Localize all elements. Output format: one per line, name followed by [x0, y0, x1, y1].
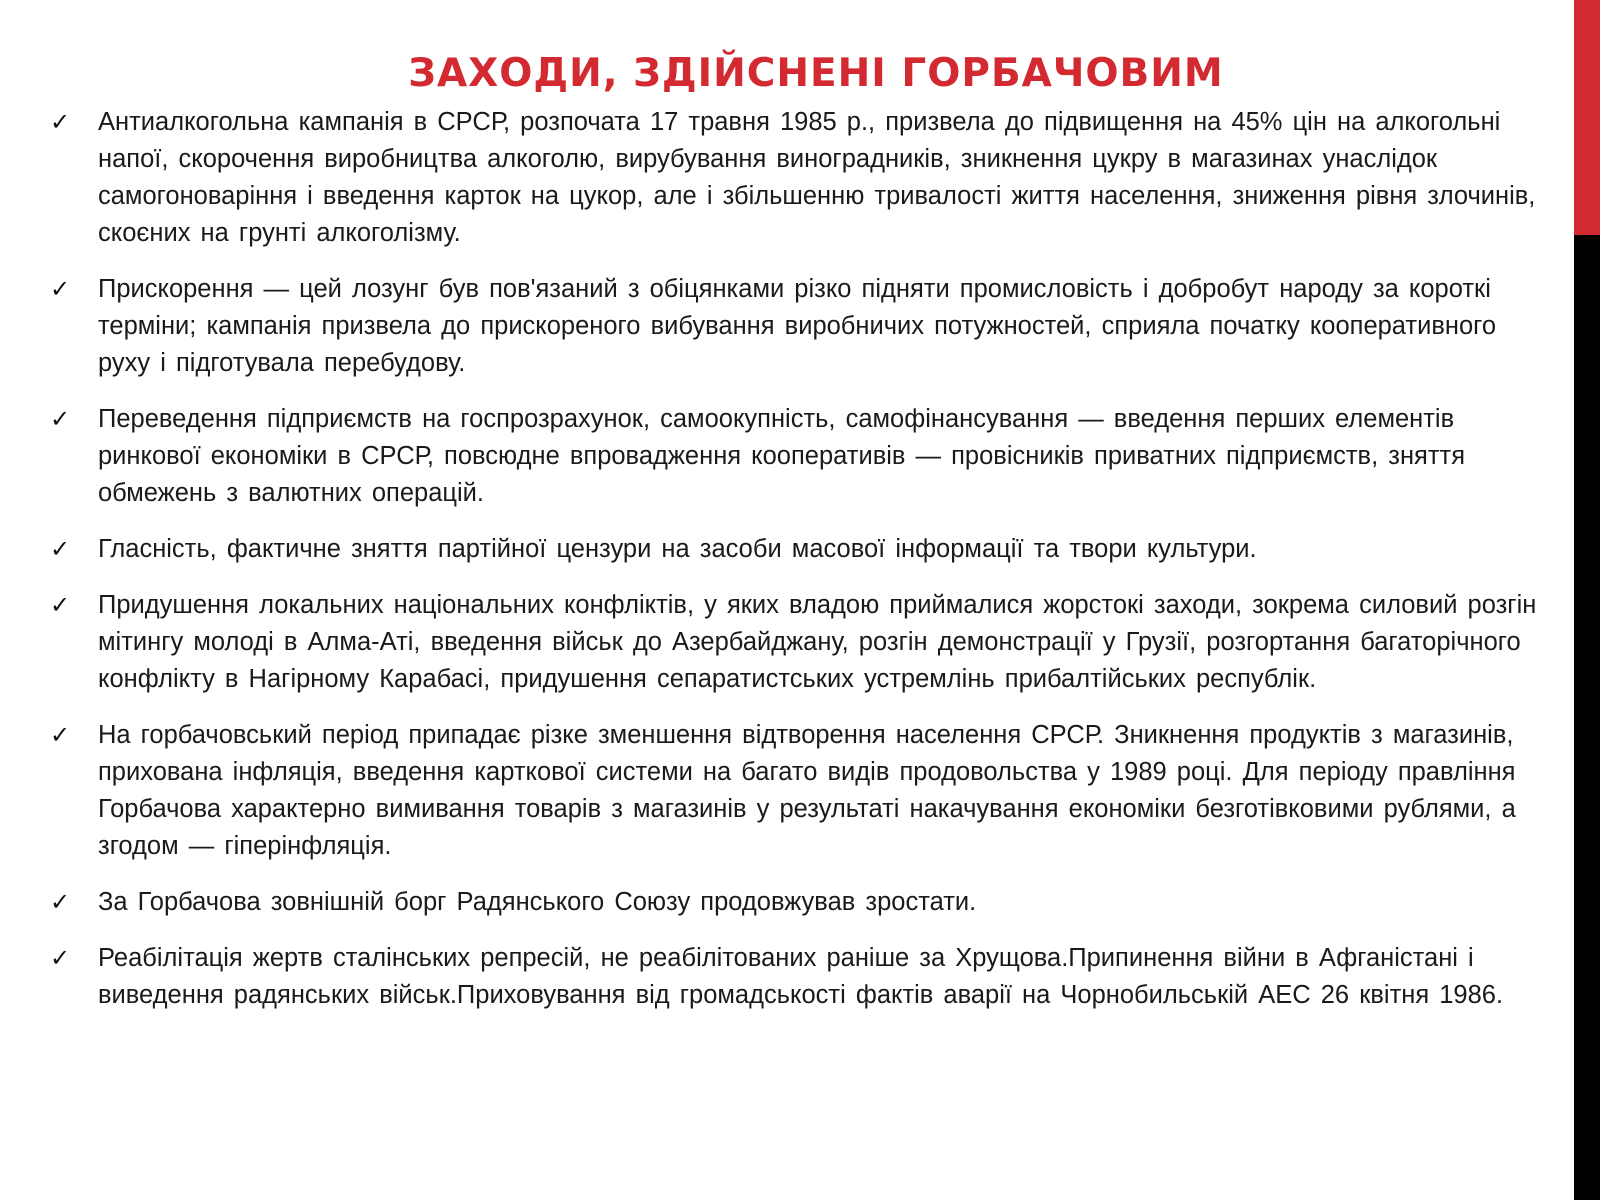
list-item-text: Антиалкогольна кампанія в СРСР, розпочата 17 травня 1985 р., призвела до підвищення на 45% цін на алкогольні напої, скорочення виробництва алкоголю, вирубування виноградників, зникнення цукру в магазинах унаслідок самогоноваріння і введення карток на цукор, але і збільшенню тривалості життя населення, зниження рівня злочинів, скоєних на грунті алкоголізму. — [98, 108, 1536, 247]
list-item — [48, 271, 1556, 382]
edge-accent-bar — [1574, 0, 1600, 235]
edge-dark-bar — [1574, 235, 1600, 1200]
list-item-text: Прискорення — цей лозунг був пов'язаний з обіцянками різко підняти промисловість і добробут народу за короткі терміни; кампанія призвела до прискореного вибування виробничих потужностей, сприяла початку кооперативного руху і підготувала перебудову. — [98, 275, 1497, 377]
checkmark-icon: ✓ — [50, 405, 71, 433]
checkmark-icon: ✓ — [50, 108, 71, 136]
list-item-text: Реабілітація жертв сталінських репресій, не реабілітованих раніше за Хрущова.Припинення війни в Афганістані і виведення радянських військ.Приховування від громадськості фактів аварії на Чорнобильській АЕС 26 квітня 1986. — [98, 944, 1504, 1009]
checkmark-icon: ✓ — [50, 591, 71, 619]
list-item — [48, 940, 1556, 1014]
checkmark-icon: ✓ — [50, 721, 71, 749]
list-item — [48, 884, 1556, 921]
list-item-text: За Горбачова зовнішній борг Радянського Союзу продовжував зростати. — [98, 888, 977, 916]
checkmark-icon: ✓ — [50, 535, 71, 563]
list-item-text: Придушення локальних національних конфліктів, у яких владою приймалися жорстокі заходи, зокрема силовий розгін мітингу молоді в Алма-Аті, введення військ до Азербайджану, розгін демонстрації у Грузії, розгортання багаторічного конфлікту в Нагірному Карабасі, придушення сепаратистських устремлінь прибалтійських республік. — [98, 591, 1537, 693]
list-item — [48, 587, 1556, 698]
list-item-text: Гласність, фактичне зняття партійної цензури на засоби масової інформації та твори культури. — [98, 535, 1257, 563]
measures-list — [48, 104, 1556, 1033]
checkmark-icon: ✓ — [50, 888, 71, 916]
list-item — [48, 401, 1556, 512]
list-item-text: Переведення підприємств на госпрозрахунок, самоокупність, самофінансування — введення перших елементів ринкової економіки в СРСР, повсюдне впровадження кооперативів — провісників приватних підприємств, зняття обмежень з валютних операцій. — [98, 405, 1466, 507]
slide-title: ЗАХОДИ, ЗДІЙСНЕНІ ГОРБАЧОВИМ — [408, 51, 1224, 97]
list-item-text: На горбачовський період припадає різке зменшення відтворення населення СРСР. Зникнення продуктів з магазинів, прихована інфляція, введення карткової системи на багато видів продовольства у 1989 році. Для періоду правління Горбачова характерно вимивання товарів з магазинів у результаті накачування економіки безготівковими рублями, а згодом — гіперінфляція. — [98, 721, 1516, 860]
list-item — [48, 531, 1556, 568]
checkmark-icon: ✓ — [50, 275, 71, 303]
checkmark-icon: ✓ — [50, 944, 71, 972]
list-item — [48, 104, 1556, 252]
list-item — [48, 717, 1556, 865]
